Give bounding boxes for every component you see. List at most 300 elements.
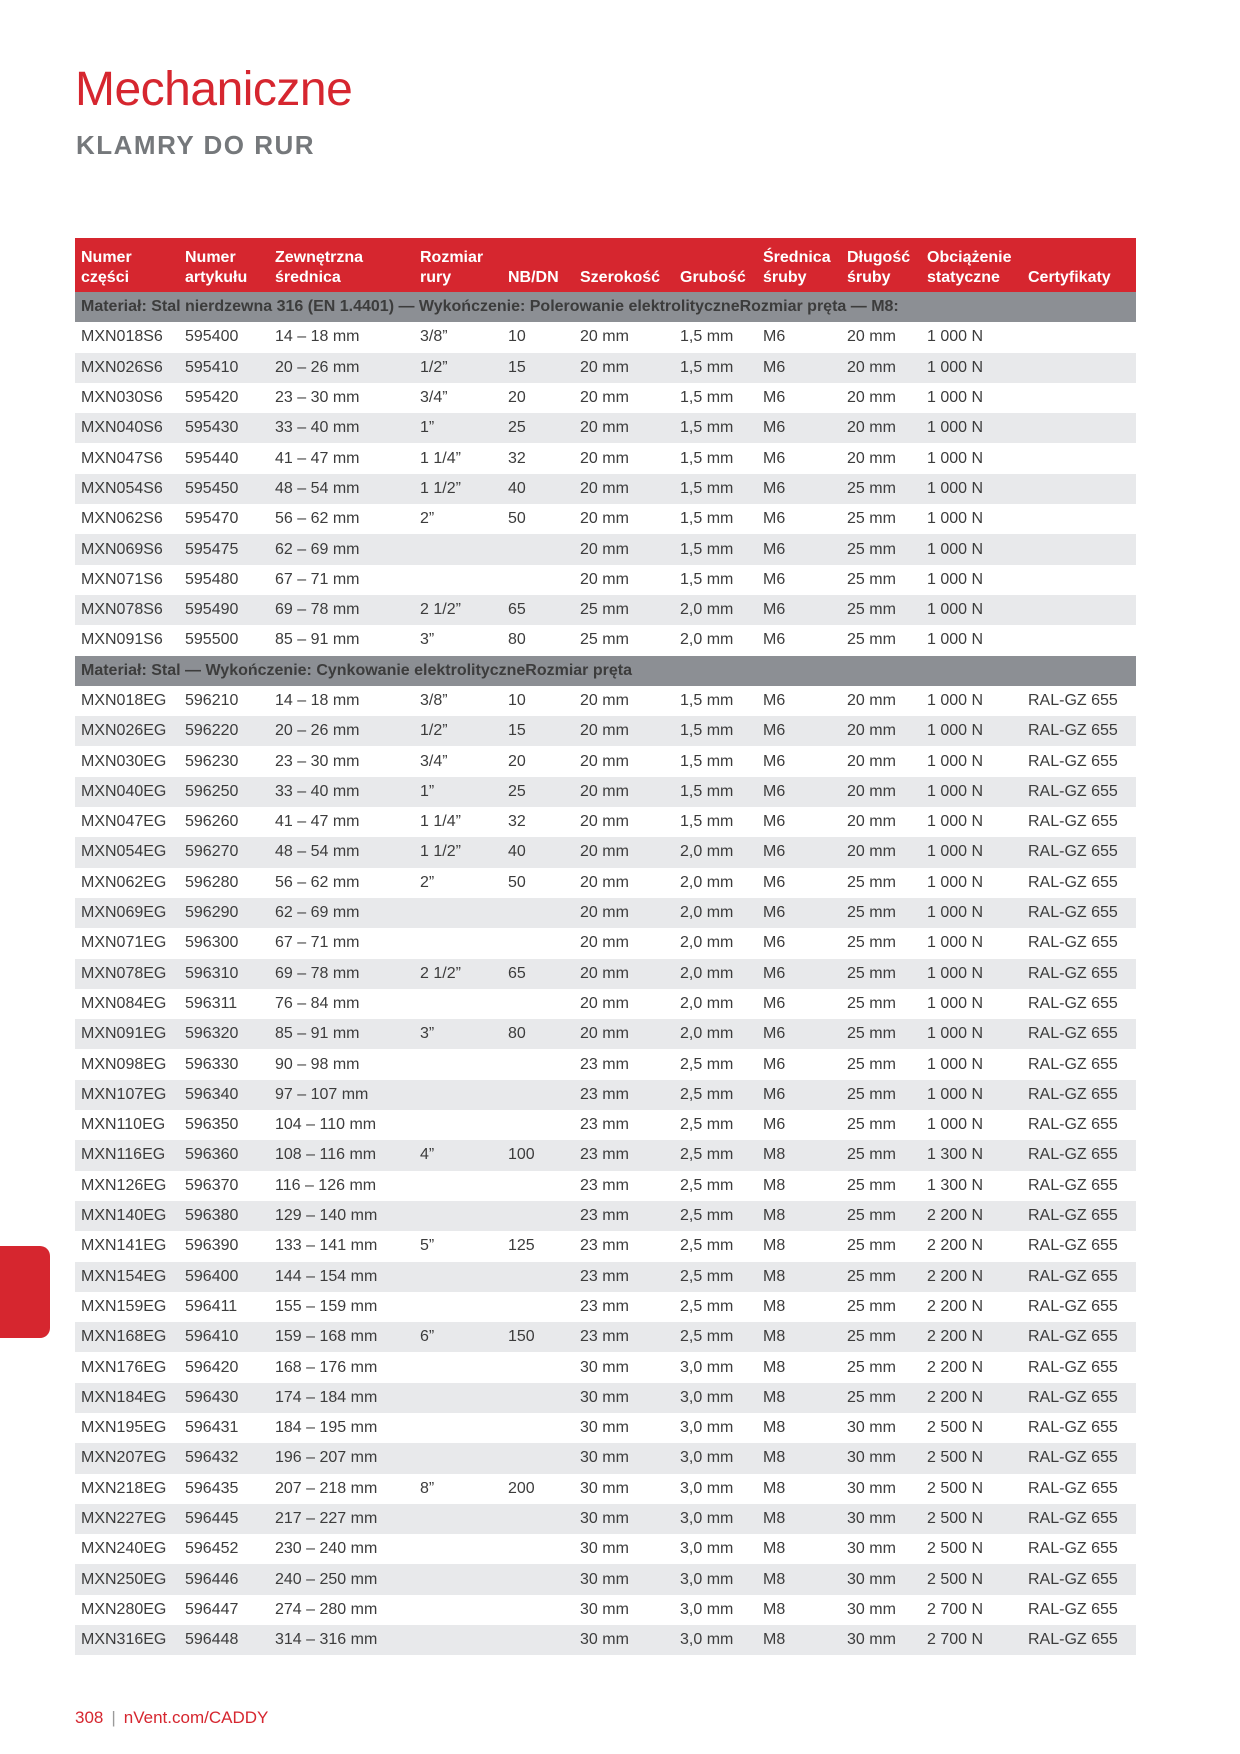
table-cell: 20 mm [841,353,921,383]
table-cell: M6 [757,413,841,443]
table-cell: 33 – 40 mm [269,413,414,443]
table-cell: 3,0 mm [674,1474,757,1504]
table-row [75,837,1136,867]
page-title: Mechaniczne [75,63,353,116]
table-cell: 3,0 mm [674,1413,757,1443]
header-row [75,238,1136,292]
table-cell: 116 – 126 mm [269,1171,414,1201]
table-cell [1022,353,1136,383]
table-cell: 30 mm [841,1474,921,1504]
column-header: Numer artykułu [179,238,269,292]
table-cell [502,1564,574,1594]
table-cell [502,1352,574,1382]
table-cell [502,1110,574,1140]
table-cell: MXN141EG [75,1231,179,1261]
table-cell: 596320 [179,1019,269,1049]
table-cell: 133 – 141 mm [269,1231,414,1261]
table-cell: 596300 [179,928,269,958]
table-cell: 20 mm [574,837,674,867]
table-cell: 10 [502,686,574,716]
table-cell: 2,5 mm [674,1262,757,1292]
table-cell: 1,5 mm [674,474,757,504]
table-cell: M8 [757,1322,841,1352]
table-cell: 596330 [179,1049,269,1079]
table-cell: 2,0 mm [674,989,757,1019]
table-cell: M6 [757,565,841,595]
table-cell: 2,0 mm [674,959,757,989]
table-cell: 1 000 N [921,807,1022,837]
table-cell: RAL-GZ 655 [1022,1564,1136,1594]
table-cell: 20 mm [841,322,921,352]
table-cell: MXN078EG [75,959,179,989]
table-cell: 596448 [179,1625,269,1655]
table-cell: 56 – 62 mm [269,868,414,898]
table-cell: RAL-GZ 655 [1022,928,1136,958]
footer-site-link[interactable]: nVent.com/CADDY [123,1708,269,1727]
table-cell: 2 500 N [921,1443,1022,1473]
table-cell: 25 mm [841,989,921,1019]
table-row [75,413,1136,443]
table-cell: 3,0 mm [674,1443,757,1473]
table-cell: 20 [502,383,574,413]
table-cell [1022,383,1136,413]
table-cell: 6” [414,1322,502,1352]
table-cell: 2,5 mm [674,1049,757,1079]
table-cell: MXN240EG [75,1534,179,1564]
table-cell: 25 mm [841,1352,921,1382]
table-cell: RAL-GZ 655 [1022,1504,1136,1534]
page-number: 308 [75,1708,104,1727]
table-cell: 100 [502,1140,574,1170]
table-cell: 25 mm [841,1383,921,1413]
table-cell: 1,5 mm [674,807,757,837]
table-cell: RAL-GZ 655 [1022,1534,1136,1564]
table-cell: 20 mm [841,383,921,413]
table-cell: RAL-GZ 655 [1022,1049,1136,1079]
table-cell [1022,565,1136,595]
table-cell: RAL-GZ 655 [1022,716,1136,746]
table-cell: 2 500 N [921,1474,1022,1504]
table-cell: 596270 [179,837,269,867]
table-cell: MXN071S6 [75,565,179,595]
table-cell: 25 mm [841,1049,921,1079]
table-cell: 2” [414,868,502,898]
table-row [75,1171,1136,1201]
table-cell: 25 mm [841,868,921,898]
table-cell: 2 500 N [921,1564,1022,1594]
table-cell: M6 [757,504,841,534]
table-cell: RAL-GZ 655 [1022,959,1136,989]
table-cell: 2,0 mm [674,868,757,898]
table-cell [502,1049,574,1079]
column-header: Długość śruby [841,238,921,292]
table-cell: RAL-GZ 655 [1022,1201,1136,1231]
table-row [75,443,1136,473]
table-cell: M8 [757,1534,841,1564]
table-cell: MXN107EG [75,1080,179,1110]
table-cell: 595500 [179,625,269,655]
table-cell: 104 – 110 mm [269,1110,414,1140]
table-cell: 20 mm [574,686,674,716]
table-cell: 1 000 N [921,686,1022,716]
table-row [75,383,1136,413]
table-cell: 596290 [179,898,269,928]
table-cell: 25 mm [841,1262,921,1292]
table-cell: MXN047EG [75,807,179,837]
table-cell: 596370 [179,1171,269,1201]
table-cell: RAL-GZ 655 [1022,1019,1136,1049]
table-cell: 48 – 54 mm [269,837,414,867]
table-cell: 33 – 40 mm [269,777,414,807]
table-row [75,1262,1136,1292]
table-cell: M6 [757,353,841,383]
table-row [75,716,1136,746]
table-cell: 1 000 N [921,1049,1022,1079]
table-cell: 2 1/2” [414,959,502,989]
table-cell: 230 – 240 mm [269,1534,414,1564]
table-cell: 2 500 N [921,1504,1022,1534]
column-header: Grubość [674,238,757,292]
table-cell: 25 mm [841,1171,921,1201]
table-cell: 314 – 316 mm [269,1625,414,1655]
table-cell: 30 mm [841,1595,921,1625]
table-cell: 25 mm [841,1019,921,1049]
table-cell: 595490 [179,595,269,625]
table-cell [414,1413,502,1443]
table-cell: 25 mm [841,1292,921,1322]
table-cell: 596452 [179,1534,269,1564]
table-cell: 3/8” [414,686,502,716]
table-cell: 2,5 mm [674,1171,757,1201]
table-cell: 25 mm [841,959,921,989]
table-cell: 20 mm [574,989,674,1019]
table-cell: 159 – 168 mm [269,1322,414,1352]
table-row [75,1413,1136,1443]
table-cell: 2,0 mm [674,625,757,655]
table-cell: 207 – 218 mm [269,1474,414,1504]
table-cell [502,1201,574,1231]
table-cell: M6 [757,474,841,504]
table-cell: 2 200 N [921,1292,1022,1322]
table-cell: 30 mm [574,1413,674,1443]
table-cell: 596447 [179,1595,269,1625]
table-cell: 20 mm [841,686,921,716]
table-cell: 25 mm [841,928,921,958]
table-cell [1022,534,1136,564]
table-cell: 1 1/4” [414,807,502,837]
table-cell: RAL-GZ 655 [1022,1262,1136,1292]
table-cell: 30 mm [574,1564,674,1594]
table-cell: M8 [757,1292,841,1322]
table-cell: 30 mm [841,1564,921,1594]
table-cell: MXN116EG [75,1140,179,1170]
table-cell: 30 mm [841,1504,921,1534]
table-cell: 97 – 107 mm [269,1080,414,1110]
table-cell: MXN227EG [75,1504,179,1534]
table-cell: 20 mm [574,898,674,928]
table-row [75,1625,1136,1655]
table-cell: 200 [502,1474,574,1504]
table-row [75,1080,1136,1110]
table-cell: 25 mm [841,534,921,564]
table-cell: 1,5 mm [674,504,757,534]
table-cell: 23 mm [574,1322,674,1352]
table-cell: 1 300 N [921,1140,1022,1170]
table-cell: 3,0 mm [674,1352,757,1382]
table-cell: 2 500 N [921,1413,1022,1443]
table-cell: 20 mm [574,413,674,443]
table-cell: M8 [757,1564,841,1594]
table-row [75,1595,1136,1625]
table-cell: 3,0 mm [674,1625,757,1655]
table-cell: RAL-GZ 655 [1022,1595,1136,1625]
table-cell: MXN184EG [75,1383,179,1413]
table-cell [414,1262,502,1292]
table-cell: 30 mm [841,1443,921,1473]
table-row [75,868,1136,898]
table-cell: 23 mm [574,1140,674,1170]
table-cell: 595440 [179,443,269,473]
table-cell: MXN154EG [75,1262,179,1292]
table-cell: 40 [502,837,574,867]
table-cell: MXN018S6 [75,322,179,352]
table-cell: M6 [757,746,841,776]
table-cell: 20 – 26 mm [269,716,414,746]
table-row [75,959,1136,989]
table-cell: RAL-GZ 655 [1022,807,1136,837]
table-cell: 30 mm [841,1413,921,1443]
table-cell: 20 mm [574,353,674,383]
table-cell: 596411 [179,1292,269,1322]
column-header: Średnica śruby [757,238,841,292]
table-cell: RAL-GZ 655 [1022,1080,1136,1110]
table-cell: M8 [757,1352,841,1382]
table-cell: 15 [502,716,574,746]
table-cell: 1 000 N [921,504,1022,534]
table-cell: MXN126EG [75,1171,179,1201]
table-cell: 14 – 18 mm [269,322,414,352]
table-cell [414,1564,502,1594]
table-cell: 8” [414,1474,502,1504]
table-cell [502,1080,574,1110]
table-cell: M6 [757,322,841,352]
table-cell: MXN159EG [75,1292,179,1322]
table-cell: 25 mm [841,504,921,534]
table-cell: 23 mm [574,1171,674,1201]
table-cell: MXN047S6 [75,443,179,473]
table-cell: 1 000 N [921,868,1022,898]
table-cell: 25 mm [841,1140,921,1170]
table-cell: M6 [757,443,841,473]
table-row [75,504,1136,534]
table-cell: M8 [757,1474,841,1504]
table-cell [414,1352,502,1382]
table-cell: M6 [757,989,841,1019]
table-cell: RAL-GZ 655 [1022,1231,1136,1261]
table-cell: 25 mm [574,595,674,625]
table-cell: 1/2” [414,353,502,383]
table-row [75,353,1136,383]
table-cell: 65 [502,959,574,989]
table-cell: 125 [502,1231,574,1261]
table-cell: 1,5 mm [674,443,757,473]
section-heading: Materiał: Stal — Wykończenie: Cynkowanie elektrolityczneRozmiar pręta [75,656,1136,686]
table-cell: M8 [757,1262,841,1292]
table-cell: 1 000 N [921,383,1022,413]
table-cell: 129 – 140 mm [269,1201,414,1231]
table-cell: RAL-GZ 655 [1022,1140,1136,1170]
table-cell [414,1080,502,1110]
table-cell: MXN316EG [75,1625,179,1655]
table-cell: 1 000 N [921,746,1022,776]
table-cell: 20 mm [574,807,674,837]
table-cell: 20 mm [841,777,921,807]
table-cell [414,989,502,1019]
table-cell [414,1292,502,1322]
table-cell: RAL-GZ 655 [1022,1625,1136,1655]
table-row [75,1504,1136,1534]
table-cell: M6 [757,534,841,564]
table-cell [502,1413,574,1443]
table-cell: 1,5 mm [674,413,757,443]
table-cell: 23 – 30 mm [269,383,414,413]
table-row [75,1201,1136,1231]
table-cell [502,1504,574,1534]
table-cell: 65 [502,595,574,625]
table-cell: M6 [757,837,841,867]
table-row [75,595,1136,625]
table-row [75,1140,1136,1170]
table-cell: RAL-GZ 655 [1022,1474,1136,1504]
table-cell: MXN069EG [75,898,179,928]
table-cell: 41 – 47 mm [269,443,414,473]
table-cell: M8 [757,1504,841,1534]
table-row [75,928,1136,958]
table-cell: 596380 [179,1201,269,1231]
table-cell: 20 mm [841,716,921,746]
table-cell: 67 – 71 mm [269,565,414,595]
table-cell: M6 [757,1080,841,1110]
table-cell: M8 [757,1595,841,1625]
table-row [75,1383,1136,1413]
table-cell: MXN069S6 [75,534,179,564]
table-cell: MXN062S6 [75,504,179,534]
table-cell: MXN030EG [75,746,179,776]
table-cell: MXN054S6 [75,474,179,504]
column-header: Rozmiar rury [414,238,502,292]
table-cell: 596410 [179,1322,269,1352]
table-cell [1022,504,1136,534]
table-cell: 1 000 N [921,716,1022,746]
section-heading: Materiał: Stal nierdzewna 316 (EN 1.4401) — Wykończenie: Polerowanie elektrolityczneRozmiar pręta — M8: [75,292,1136,322]
table-row [75,1322,1136,1352]
table-cell: 23 mm [574,1110,674,1140]
table-cell [414,898,502,928]
table-cell [414,1049,502,1079]
table-cell: MXN026EG [75,716,179,746]
table-cell: 23 mm [574,1080,674,1110]
table-row [75,989,1136,1019]
table-cell: 596446 [179,1564,269,1594]
table-row [75,898,1136,928]
table-cell: 25 mm [841,1322,921,1352]
table-cell: M6 [757,928,841,958]
table-cell: 23 mm [574,1292,674,1322]
table-cell: 3” [414,625,502,655]
table-cell: 25 [502,413,574,443]
table-cell: 150 [502,1322,574,1352]
table-cell: 595420 [179,383,269,413]
table-cell: 20 mm [574,474,674,504]
table-cell [1022,625,1136,655]
table-cell: 1” [414,777,502,807]
column-header: Certyfikaty [1022,238,1136,292]
table-cell [502,1595,574,1625]
table-cell: 2,0 mm [674,595,757,625]
table-cell: MXN250EG [75,1564,179,1594]
table-cell: RAL-GZ 655 [1022,1352,1136,1382]
table-cell: RAL-GZ 655 [1022,777,1136,807]
table-row [75,777,1136,807]
table-row [75,1110,1136,1140]
table-cell: MXN207EG [75,1443,179,1473]
table-cell: M8 [757,1201,841,1231]
table-cell: 1 000 N [921,353,1022,383]
table-cell: 20 mm [574,868,674,898]
table-cell: MXN054EG [75,837,179,867]
table-cell: MXN030S6 [75,383,179,413]
table-cell: RAL-GZ 655 [1022,1322,1136,1352]
table-cell: 1 000 N [921,928,1022,958]
column-header: NB/DN [502,238,574,292]
table-cell: 155 – 159 mm [269,1292,414,1322]
table-cell: 596220 [179,716,269,746]
table-row [75,1474,1136,1504]
table-cell: 20 mm [574,959,674,989]
table-cell: 69 – 78 mm [269,959,414,989]
table-cell: 1,5 mm [674,716,757,746]
table-cell [502,1625,574,1655]
table-cell: 25 mm [841,565,921,595]
table-cell: 596400 [179,1262,269,1292]
table-cell: 23 mm [574,1231,674,1261]
table-row [75,686,1136,716]
table-row [75,1534,1136,1564]
table-cell [414,1383,502,1413]
table-cell: MXN071EG [75,928,179,958]
table-cell: 41 – 47 mm [269,807,414,837]
table-cell: 1 000 N [921,837,1022,867]
table-cell: 48 – 54 mm [269,474,414,504]
table-row [75,474,1136,504]
table-cell: 1 000 N [921,1080,1022,1110]
table-body [75,292,1136,1655]
table-header [75,238,1136,292]
table-cell: MXN062EG [75,868,179,898]
table-cell: 30 mm [841,1534,921,1564]
table-cell: M8 [757,1625,841,1655]
table-cell: 25 mm [841,1201,921,1231]
table-cell: 50 [502,504,574,534]
table-cell: 67 – 71 mm [269,928,414,958]
table-cell: 1 000 N [921,898,1022,928]
table-row [75,1443,1136,1473]
table-cell: 595400 [179,322,269,352]
table-cell: 596310 [179,959,269,989]
table-cell: 1 1/2” [414,474,502,504]
table-cell: 596250 [179,777,269,807]
table-cell: M6 [757,686,841,716]
